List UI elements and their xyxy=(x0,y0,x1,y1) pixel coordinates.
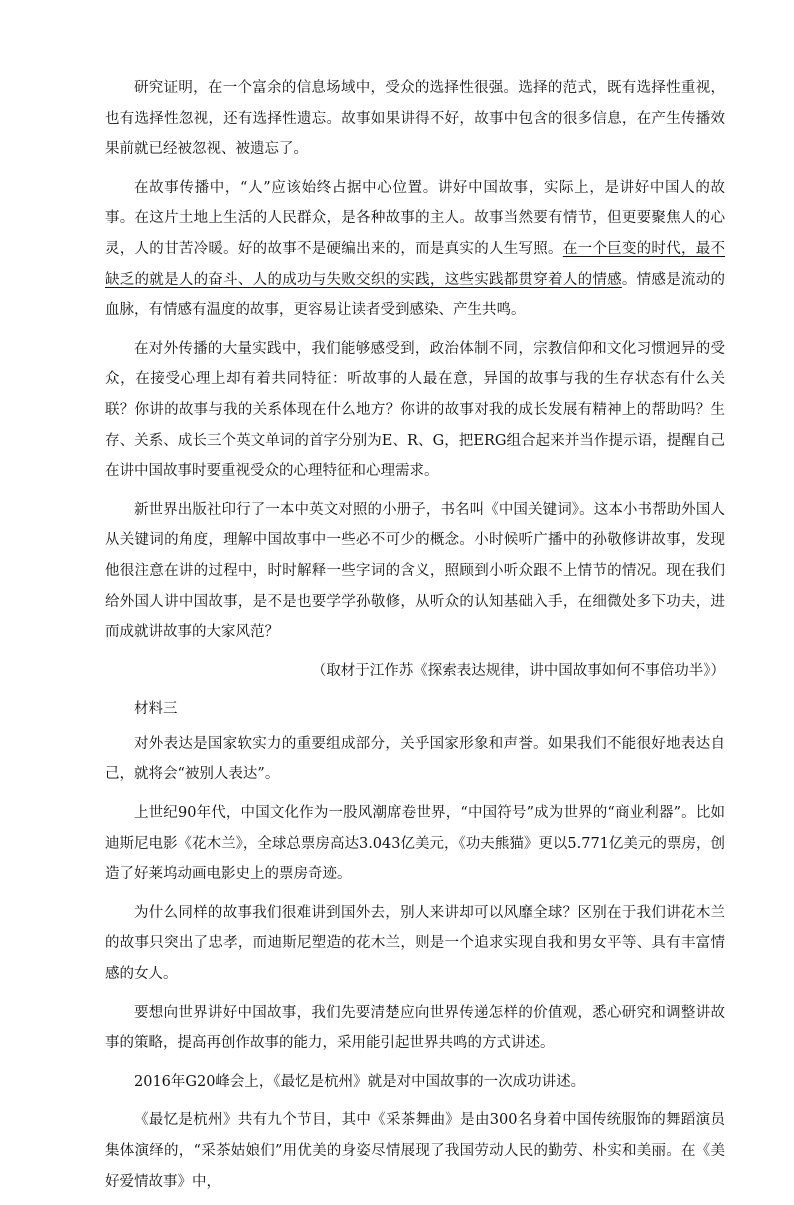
paragraph-selective-attention: 研究证明，在一个富余的信息场域中，受众的选择性很强。选择的范式，既有选择性重视，也有选择性忽视，还有选择性遗忘。故事如果讲得不好，故事中包含的很多信息，在产生传播效果前就已经被忽视、被遗忘了。 xyxy=(105,80,725,158)
paragraph-mulan: 为什么同样的故事我们很难讲到国外去，别人来讲却可以风靡全球？区别在于我们讲花木兰的故事只突出了忠孝，而迪斯尼塑造的花木兰，则是一个追求实现自我和男女平等、具有丰富情感的女人。 xyxy=(105,904,725,983)
paragraph-people-centered xyxy=(105,173,725,326)
material-label xyxy=(105,694,725,725)
paragraph-1990s: 上世纪90年代，中国文化作为一股风潮席卷世界，“中国符号”成为世界的“商业利器”。比如迪斯尼电影《花木兰》，全球总票房高达3.043亿美元，《功夫熊猫》更以5.771亿美元的票房，创造了好莱坞动画电影史上的票房奇迹。 xyxy=(105,805,725,883)
paragraph-soft-power: 对外表达是国家软实力的重要组成部分，关乎国家形象和声誉。如果我们不能很好地表达自己，就将会“被别人表达”。 xyxy=(105,735,725,783)
paragraph-hangzhou-show: 《最忆是杭州》共有九个节目，其中《采茶舞曲》是由300名身着中国传统服饰的舞蹈演员集体演绎的，“采茶姑娘们”用优美的身姿尽情展现了我国劳动人民的勤劳、朴实和美丽。在《美好爱情故事》中， xyxy=(105,1112,725,1190)
underlined-sentence: 在一个巨变的时代，最不缺乏的就是人的奋斗、人的成功与失败交织的实践，这些实践都贯穿着人的情感 xyxy=(105,240,726,288)
document-body xyxy=(105,73,725,1205)
material-label-text: 材料三 xyxy=(134,701,178,718)
paragraph-g20: 2016年G20峰会上，《最忆是杭州》就是对中国故事的一次成功讲述。 xyxy=(134,1073,586,1090)
paragraph-erg: 在对外传播的大量实践中，我们能够感受到，政治体制不同，宗教信仰和文化习惯迥异的受众，在接受心理上却有着共同特征：听故事的人最在意，异国的故事与我的生存状态有什么关联？你讲的故事与我的关系体现在什么地方？你讲的故事对我的成长发展有精神上的帮助吗？生存、关系、成长三个英文单词的首字分别为E、R、G，把ERG组合起来并当作提示语，提醒自己在讲中国故事时要重视受众的心理特征和心理需求。 xyxy=(105,340,725,480)
paragraph-keywords-book: 新世界出版社印行了一本中英文对照的小册子，书名叫《中国关键词》。这本小书帮助外国人从关键词的角度，理解中国故事中一些必不可少的概念。小时候听广播中的孙敬修讲故事，发现他很注意在讲的过程中，时时解释一些字词的含义，照顾到小听众跟不上情节的情况。现在我们给外国人讲中国故事，是不是也要学学孙敬修，从听众的认知基础入手，在细微处多下功夫，进而成就讲故事的大家风范？ xyxy=(105,501,725,641)
paragraph-text: 。情感是流动的血脉，有情感有温度的故事，更容易让读者受到感染、产生共鸣。 xyxy=(105,271,726,319)
paragraph-text: 在故事传播中，“人”应该始终占据中心位置。讲好中国故事，实际上，是讲好中国人的故事。在这片土地上生活的人民群众，是各种故事的主人。故事当然要有情节，但更要聚焦人的心灵，人的甘苦冷暖。好的故事不是硬编出来的，而是真实的人生写照。 xyxy=(105,179,725,257)
paragraph-strategy: 要想向世界讲好中国故事，我们先要清楚应向世界传递怎样的价值观，悉心研究和调整讲故事的策略，提高再创作故事的能力，采用能引起世界共鸣的方式讲述。 xyxy=(105,1004,725,1052)
source-citation: （取材于江作苏《探索表达规律，讲中国故事如何不事倍功半》） xyxy=(311,662,725,679)
